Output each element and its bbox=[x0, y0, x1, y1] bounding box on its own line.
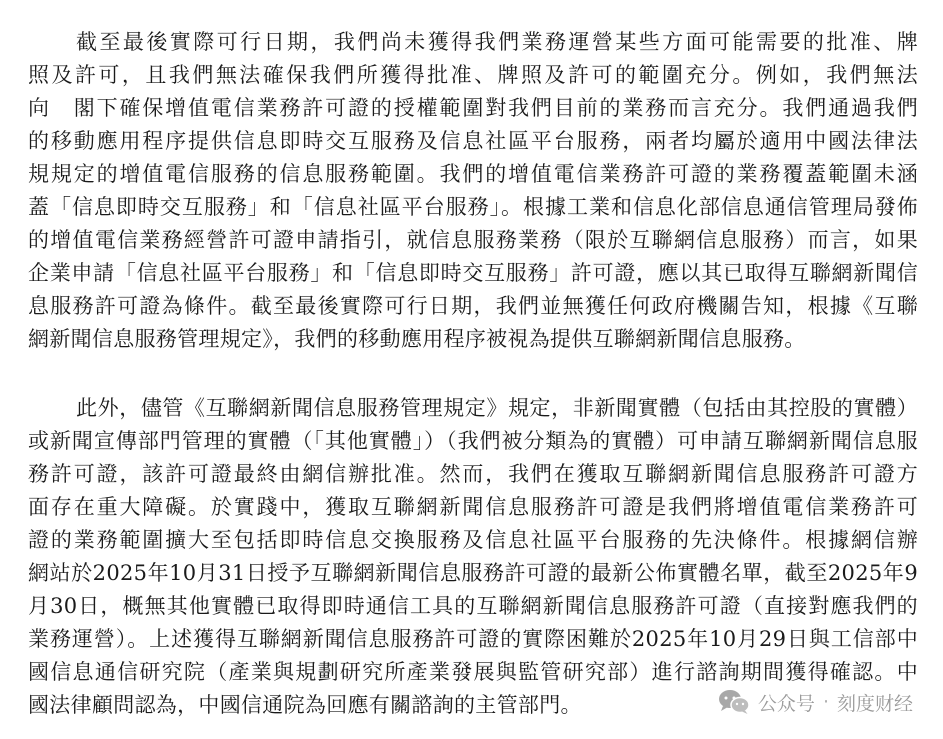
paragraph-2 bbox=[28, 392, 918, 722]
paragraph-line: 或新聞宣傳部門管理的實體（「其他實體」）（我們被分類為的實體）可申請互聯網新聞信息服 bbox=[28, 429, 918, 453]
watermark-account: 刻度财经 bbox=[836, 692, 913, 715]
watermark-platform: 公众号 bbox=[757, 692, 815, 715]
paragraph-line: 企業申請「信息社區平台服務」和「信息即時交互服務」許可證，應以其已取得互聯網新聞信 bbox=[28, 261, 918, 285]
paragraph-line: 月30日，概無其他實體已取得即時通信工具的互聯網新聞信息服務許可證（直接對應我們的 bbox=[28, 594, 918, 618]
paragraph-line: 務許可證，該許可證最終由網信辦批准。然而，我們在獲取互聯網新聞信息服務許可證方 bbox=[28, 462, 918, 486]
paragraph-line: 證的業務範圍擴大至包括即時信息交換服務及信息社區平台服務的先決條件。根據網信辦 bbox=[28, 528, 918, 552]
paragraph-line: 照及許可，且我們無法確保我們所獲得批准、牌照及許可的範圍充分。例如，我們無法 bbox=[28, 63, 918, 87]
paragraph-line: 國法律顧問認為，中國信通院為回應有關諮詢的主管部門。 bbox=[28, 693, 582, 717]
watermark-separator: · bbox=[822, 691, 829, 713]
paragraph-line: 蓋「信息即時交互服務」和「信息社區平台服務」。根據工業和信息化部信息通信管理局發佈 bbox=[28, 195, 918, 219]
paragraph-line: 面存在重大障礙。於實踐中，獲取互聯網新聞信息服務許可證是我們將增值電信業務許可 bbox=[28, 495, 918, 519]
paragraph-1 bbox=[28, 26, 918, 356]
wechat-icon bbox=[718, 689, 750, 715]
paragraph-line: 業務運營）。上述獲得互聯網新聞信息服務許可證的實際困難於2025年10月29日與工信部中 bbox=[28, 627, 918, 651]
paragraph-line: 規規定的增值電信服務的信息服務範圍。我們的增值電信業務許可證的業務覆蓋範圍未涵 bbox=[28, 162, 918, 186]
paragraph-line: 截至最後實際可行日期，我們尚未獲得我們業務運營某些方面可能需要的批准、牌 bbox=[76, 30, 918, 54]
paragraph-line: 向 閣下確保增值電信業務許可證的授權範圍對我們目前的業務而言充分。我們通過我們 bbox=[28, 96, 918, 120]
paragraph-line: 息服務許可證為條件。截至最後實際可行日期，我們並無獲任何政府機關告知，根據《互聯 bbox=[28, 294, 918, 318]
paragraph-line: 網站於2025年10月31日授予互聯網新聞信息服務許可證的最新公佈實體名單，截至2025年9 bbox=[28, 561, 918, 585]
paragraph-line: 的移動應用程序提供信息即時交互服務及信息社區平台服務，兩者均屬於適用中國法律法 bbox=[28, 129, 918, 153]
paragraph-line: 的增值電信業務經營許可證申請指引，就信息服務業務（限於互聯網信息服務）而言，如果 bbox=[28, 228, 918, 252]
paragraph-line: 網新聞信息服務管理規定》，我們的移動應用程序被視為提供互聯網新聞信息服務。 bbox=[28, 327, 806, 351]
watermark bbox=[718, 685, 913, 719]
paragraph-line: 國信息通信研究院（產業與規劃研究所產業發展與監管研究部）進行諮詢期間獲得確認。中 bbox=[28, 660, 918, 684]
paragraph-line: 此外，儘管《互聯網新聞信息服務管理規定》規定，非新聞實體（包括由其控股的實體） bbox=[76, 396, 918, 420]
